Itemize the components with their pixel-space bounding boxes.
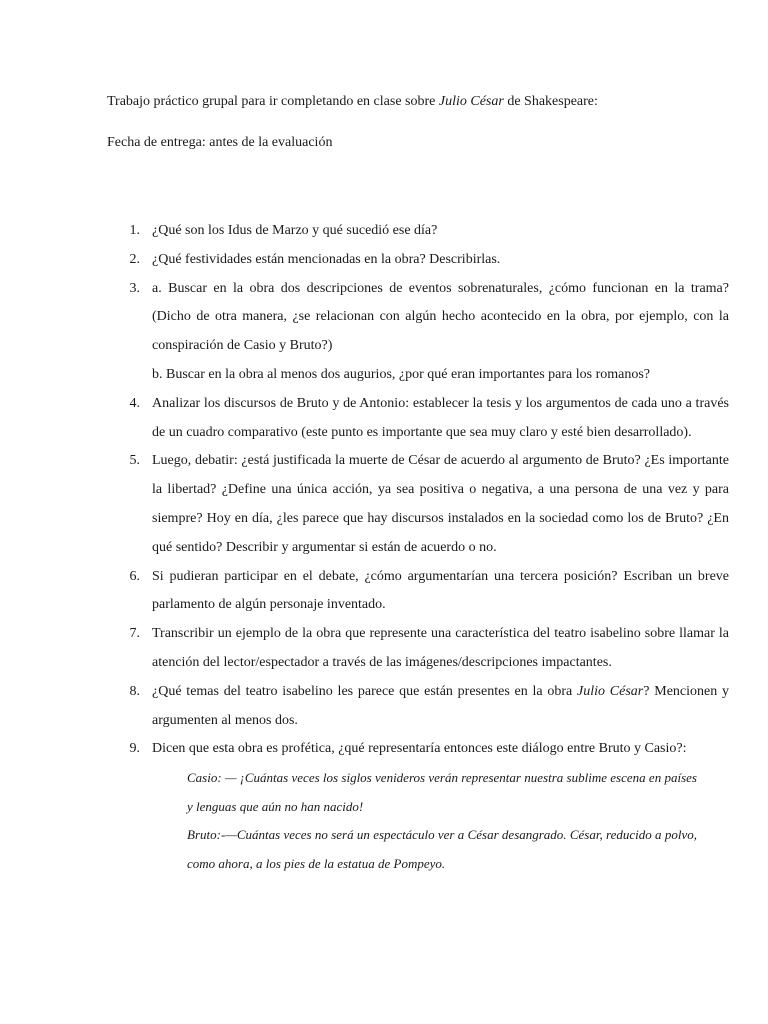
- item-number: 3.: [129, 280, 140, 296]
- list-item: [107, 735, 729, 878]
- item-text-prefix: ¿Qué temas del teatro isabelino les parece que están presentes en la obra: [152, 683, 578, 699]
- item-text: Analizar los discursos de Bruto y de Antonio: establecer la tesis y los argumentos de cada uno a través de un cuadro comparativo (este punto es importante que sea muy claro y esté bien desarrollado).: [152, 395, 729, 440]
- title-suffix: de Shakespeare:: [503, 94, 598, 109]
- item-number: 5.: [129, 453, 140, 469]
- item-work-name: Julio César: [577, 683, 644, 699]
- item-number: 7.: [129, 626, 140, 642]
- item-number: 8.: [129, 683, 140, 699]
- item-number: 4.: [129, 395, 140, 411]
- list-item: [107, 246, 729, 275]
- title-prefix: Trabajo práctico grupal para ir completando en clase sobre: [107, 94, 439, 109]
- list-item: [107, 275, 729, 390]
- item-text: Luego, debatir: ¿está justificada la muerte de César de acuerdo al argumento de Bruto? ¿Es importante la libertad? ¿Define una única acción, ya sea positiva o negativa, a una persona de una vez y para siempre? Hoy en día, ¿les parece que hay discursos instalados en la sociedad como los de Bruto? ¿En qué sentido? Describir y argumentar si están de acuerdo o no.: [152, 453, 729, 555]
- list-item: [107, 390, 729, 448]
- item-text: ¿Qué festividades están mencionadas en la obra? Describirlas.: [152, 251, 501, 267]
- assignment-title: [107, 93, 737, 111]
- quote-bruto: Bruto:-—Cuántas veces no será un espectáculo ver a César desangrado. César, reducido a polvo, como ahora, a los pies de la estatua de Pompeyo.: [187, 827, 697, 871]
- item-text-b: b. Buscar en la obra al menos dos augurios, ¿por qué eran importantes para los romanos?: [152, 366, 651, 382]
- item-text-suffix: ? Mencionen y argumenten al menos dos.: [152, 683, 729, 728]
- title-work-name: Julio César: [438, 94, 504, 109]
- item-text: ¿Qué son los Idus de Marzo y qué sucedió ese día?: [152, 223, 438, 238]
- item-text: Transcribir un ejemplo de la obra que represente una característica del teatro isabelino sobre llamar la atención del lector/espectador a través de las imágenes/descripciones impactantes.: [152, 626, 729, 670]
- quote-casio: Casio: — ¡Cuántas veces los siglos venideros verán representar nuestra sublime escena en países y lenguas que aún no han nacido!: [187, 770, 697, 814]
- item-text: [152, 678, 729, 736]
- item-number: 6.: [129, 568, 140, 584]
- due-date: Fecha de entrega: antes de la evaluación: [107, 135, 333, 150]
- item-number: 2.: [129, 251, 140, 267]
- list-item: [107, 217, 729, 246]
- item-number: 1.: [129, 223, 140, 238]
- list-item: [107, 620, 729, 678]
- list-item: [107, 678, 729, 736]
- question-list: [107, 217, 729, 878]
- list-item: [107, 447, 729, 562]
- item-number: 9.: [129, 741, 140, 757]
- item-text: Si pudieran participar en el debate, ¿cómo argumentarían una tercera posición? Escriban un breve parlamento de algún personaje inventado.: [152, 568, 729, 613]
- item-text-a: a. Buscar en la obra dos descripciones de eventos sobrenaturales, ¿cómo funcionan en la trama? (Dicho de otra manera, ¿se relacionan con algún hecho acontecido en la obra, por ejemplo, con la conspiración de Casio y Bruto?): [152, 280, 729, 354]
- list-item: [107, 563, 729, 621]
- item-text: Dicen que esta obra es profética, ¿qué representaría entonces este diálogo entre Bruto y Casio?:: [152, 741, 687, 757]
